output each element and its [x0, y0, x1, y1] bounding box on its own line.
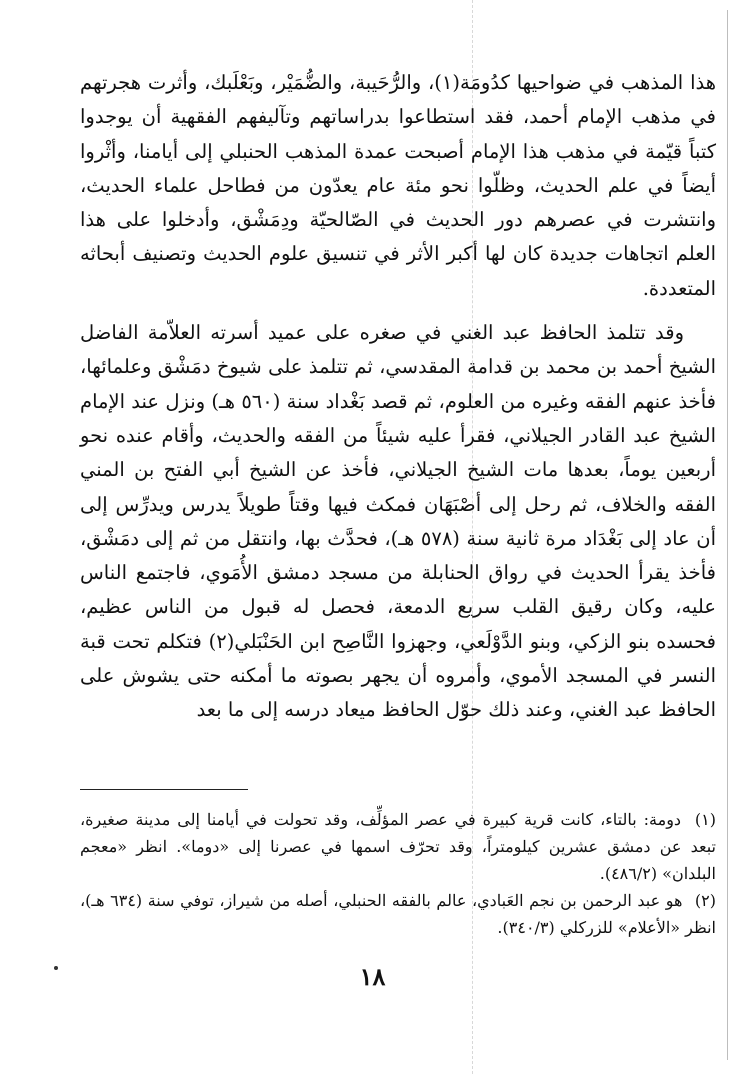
page-edge-line [727, 10, 728, 1060]
footnote [80, 806, 716, 887]
main-text [80, 66, 716, 728]
footnote-text: هو عبد الرحمن بن نجم العَبادي، عالم بالفقه الحنبلي، أصله من شيراز، توفي سنة (٦٣٤ هـ)، انظر «الأعلام» للزركلي (٣٤٠/٣). [80, 891, 716, 937]
footnotes-section [80, 806, 716, 941]
page-number: ١٨ [359, 962, 386, 991]
body-paragraph: هذا المذهب في ضواحيها كدُومَة(١)، والرُّحَيبة، والضُّمَيْر، وبَعْلَبك، وأثرت هجرتهم في مذهب الإمام أحمد، فقد استطاعوا بدراساتهم وتآليفهم الفقهية أن يوجدوا كتباً قيّمة في مذهب هذا الإمام أصبحت عمدة المذهب الحنبلي إلى أيامنا، وأثْروا أيضاً في علم الحديث، وظلّوا نحو مئة عام يعدّون من فطاحل علماء الحديث، وانتشرت في عصرهم دور الحديث في الصّالحيّة ودِمَشْق، وأدخلوا على هذا العلم اتجاهات جديدة كان لها أكبر الأثر في تنسيق علوم الحديث وتصنيف أبحاثه المتعددة. [80, 71, 717, 300]
footnote-number: (٢) [694, 891, 717, 910]
footnote-separator [80, 789, 248, 790]
footnote-number: (١) [694, 810, 716, 829]
footnote-text: دومة: بالتاء، كانت قرية كبيرة في عصر المؤلِّف، وقد تحولت في أيامنا إلى مدينة صغيرة، تبعد عن دمشق عشرين كيلومتراً، وقد تحرّف اسمها في عصرنا إلى «دوما». انظر «معجم البلدان» (٤٨٦/٢). [80, 810, 716, 883]
footnote [80, 887, 716, 941]
body-paragraph: وقد تتلمذ الحافظ عبد الغني في صغره على عميد أسرته العلاّمة الفاضل الشيخ أحمد بن محمد بن قدامة المقدسي، ثم تتلمذ على شيوخ دمَشْق وعلمائها، فأخذ عنهم الفقه وغيره من العلوم، ثم قصد بَغْداد سنة (٥٦٠ هـ) ونزل عند الإمام الشيخ عبد القادر الجيلاني، فقرأ عليه شيئاً من الفقه والحديث، وأقام عنده نحو أربعين يوماً، بعدها مات الشيخ الجيلاني، فأخذ عن الشيخ أبي الفتح بن المني الفقه والخلاف، ثم رحل إلى أصْبَهَان فمكث فيها وقتاً طويلاً يدرس ويدرِّس إلى أن عاد إلى بَغْدَاد مرة ثانية سنة (٥٧٨ هـ)، فحدَّث بها، وانتقل من ثم إلى دمَشْق، فأخذ يقرأ الحديث في رواق الحنابلة من مسجد دمشق الأُمَوي، فاجتمع الناس عليه، وكان رقيق القلب سريع الدمعة، فحصل له قبول من الناس عظيم، فحسده بنو الزكي، وبنو الدَّوْلَعي، وجهزوا النَّاصِح ابن الحَنْبَلي(٢) فتكلم تحت قبة النسر في المسجد الأموي، وأمروه أن يجهر بصوته ما أمكنه حتى يشوش على الحافظ عبد الغني، وعند ذلك حوّل الحافظ ميعاد درسه إلى ما بعد [80, 321, 716, 722]
